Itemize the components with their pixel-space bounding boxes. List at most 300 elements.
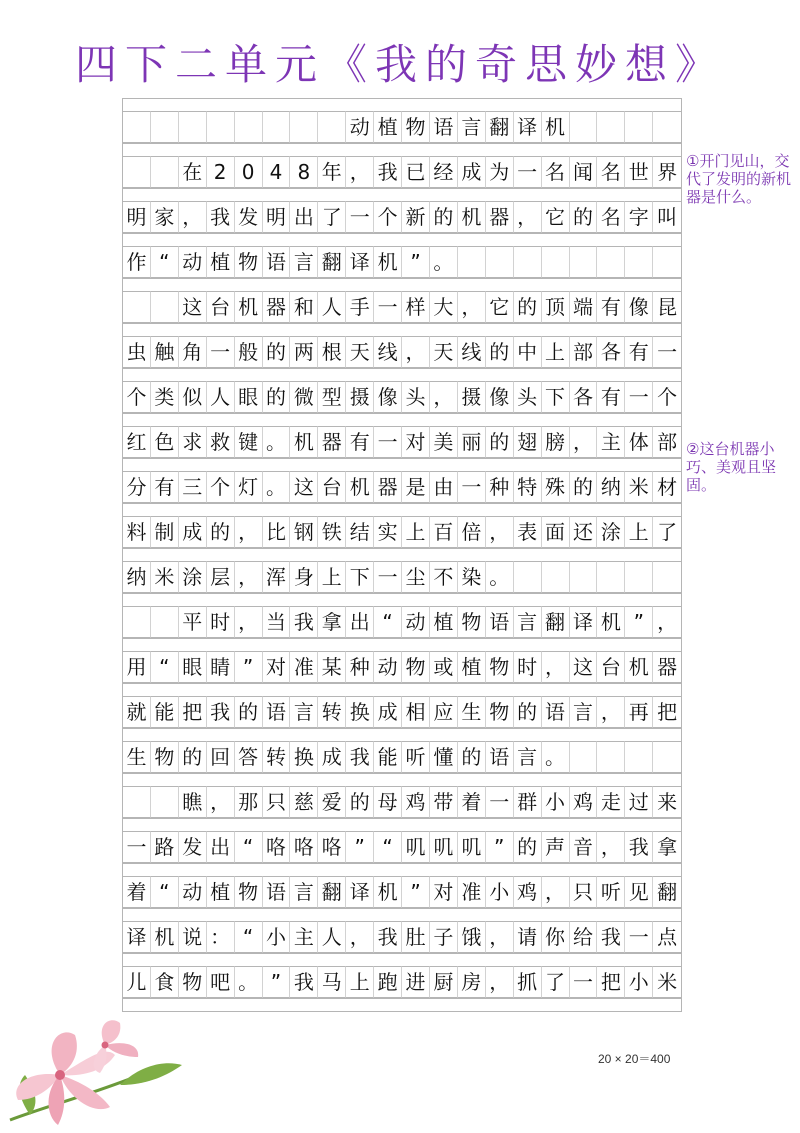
grid-cell: 过 <box>625 786 653 818</box>
grid-cell: ” <box>402 876 430 908</box>
grid-cell: ， <box>542 876 570 908</box>
grid-row <box>123 381 681 413</box>
grid-cell: 把 <box>597 966 625 998</box>
grid-cell: 懂 <box>430 741 458 773</box>
grid-cell: 叫 <box>653 201 681 233</box>
grid-cell: 平 <box>179 606 207 638</box>
grid-cell: 抓 <box>514 966 542 998</box>
grid-cell: 时 <box>207 606 235 638</box>
grid-cell: ， <box>235 516 263 548</box>
grid-cell: 涂 <box>179 561 207 593</box>
grid-cell: 物 <box>458 606 486 638</box>
grid-cell: 对 <box>402 426 430 458</box>
grid-cell: 机 <box>542 111 570 143</box>
grid-cell: ” <box>235 651 263 683</box>
grid-cell: 米 <box>625 471 653 503</box>
grid-cell: 翻 <box>486 111 514 143</box>
grid-cell: 上 <box>318 561 346 593</box>
grid-cell <box>597 561 625 593</box>
grid-cell: 线 <box>374 336 402 368</box>
grid-cell: 翻 <box>542 606 570 638</box>
grid-cell: 界 <box>653 156 681 188</box>
grid-cell: 语 <box>430 111 458 143</box>
grid-cell: 拿 <box>653 831 681 863</box>
grid-cell: 在 <box>179 156 207 188</box>
grid-cell: ， <box>346 156 374 188</box>
grid-cell: 眼 <box>235 381 263 413</box>
grid-row <box>123 201 681 233</box>
grid-cell: 对 <box>263 651 291 683</box>
grid-cell: 或 <box>430 651 458 683</box>
grid-cell: 音 <box>570 831 598 863</box>
grid-cell: 当 <box>263 606 291 638</box>
grid-cell: 物 <box>486 696 514 728</box>
grid-cell: 机 <box>290 426 318 458</box>
grid-cell: 动 <box>402 606 430 638</box>
grid-cell: 进 <box>402 966 430 998</box>
grid-cell: 发 <box>235 201 263 233</box>
grid-cell: 上 <box>542 336 570 368</box>
grid-cell: 一 <box>374 426 402 458</box>
grid-cell <box>486 246 514 278</box>
grid-cell: 膀 <box>542 426 570 458</box>
grid-cell: 有 <box>346 426 374 458</box>
grid-cell: 材 <box>653 471 681 503</box>
grid-cell: 译 <box>123 921 151 953</box>
grid-row <box>123 156 681 188</box>
grid-cell: 翻 <box>318 876 346 908</box>
grid-cell <box>570 111 598 143</box>
grid-cell: 台 <box>597 651 625 683</box>
grid-cell: ， <box>179 201 207 233</box>
grid-cell: 我 <box>374 921 402 953</box>
grid-cell: 儿 <box>123 966 151 998</box>
grid-cell: 。 <box>263 471 291 503</box>
grid-cell: 请 <box>514 921 542 953</box>
grid-cell: ， <box>346 921 374 953</box>
grid-cell: 美 <box>430 426 458 458</box>
grid-cell: 的 <box>514 291 542 323</box>
grid-cell: ， <box>597 696 625 728</box>
grid-cell: “ <box>374 831 402 863</box>
grid-cell: 名 <box>542 156 570 188</box>
grid-cell: 。 <box>263 426 291 458</box>
grid-cell: 钢 <box>290 516 318 548</box>
grid-row <box>123 786 681 818</box>
grid-cell: 换 <box>346 696 374 728</box>
grid-cell: 摄 <box>458 381 486 413</box>
grid-cell: 食 <box>151 966 179 998</box>
grid-cell: 译 <box>514 111 542 143</box>
grid-cell: 两 <box>290 336 318 368</box>
grid-row <box>123 831 681 863</box>
grid-row <box>123 246 681 278</box>
grid-cell: 8 <box>290 156 318 188</box>
grid-cell: 。 <box>486 561 514 593</box>
grid-cell: 声 <box>542 831 570 863</box>
grid-cell: 一 <box>374 561 402 593</box>
page-title: 四下二单元《我的奇思妙想》 <box>74 40 725 89</box>
grid-cell: 面 <box>542 516 570 548</box>
grid-cell: 说 <box>179 921 207 953</box>
grid-cell: ， <box>542 651 570 683</box>
grid-cell: ， <box>570 426 598 458</box>
grid-cell: 微 <box>290 381 318 413</box>
margin-note-2: ②这台机器小巧、美观且坚固。 <box>686 440 777 494</box>
grid-cell: 一 <box>570 966 598 998</box>
grid-cell: 慈 <box>290 786 318 818</box>
grid-cell <box>151 111 179 143</box>
grid-row <box>123 921 681 953</box>
grid-cell: 人 <box>318 921 346 953</box>
grid-cell: 给 <box>570 921 598 953</box>
grid-cell: 出 <box>290 201 318 233</box>
grid-cell: 物 <box>179 966 207 998</box>
grid-cell: 机 <box>625 651 653 683</box>
grid-cell <box>653 246 681 278</box>
grid-cell: 某 <box>318 651 346 683</box>
grid-cell: 言 <box>290 246 318 278</box>
grid-cell: 部 <box>653 426 681 458</box>
grid-cell: 求 <box>179 426 207 458</box>
row-gap <box>123 188 681 201</box>
grid-cell <box>151 291 179 323</box>
grid-cell: 语 <box>542 696 570 728</box>
grid-cell <box>597 111 625 143</box>
grid-cell: 答 <box>235 741 263 773</box>
grid-cell: 的 <box>346 786 374 818</box>
row-gap <box>123 773 681 786</box>
grid-cell <box>207 111 235 143</box>
grid-cell: 瞧 <box>179 786 207 818</box>
grid-cell: 有 <box>597 291 625 323</box>
grid-cell: 部 <box>570 336 598 368</box>
grid-cell: 物 <box>402 111 430 143</box>
grid-cell: 动 <box>179 246 207 278</box>
grid-cell: 一 <box>625 381 653 413</box>
grid-cell: 动 <box>179 876 207 908</box>
grid-cell: 尘 <box>402 561 430 593</box>
grid-cell: 。 <box>235 966 263 998</box>
grid-cell: 浑 <box>263 561 291 593</box>
grid-cell: 机 <box>374 246 402 278</box>
row-gap <box>123 458 681 471</box>
grid-cell: 一 <box>625 921 653 953</box>
grid-cell <box>235 111 263 143</box>
grid-cell: 出 <box>346 606 374 638</box>
grid-row <box>123 651 681 683</box>
row-gap <box>123 503 681 516</box>
grid-cell: 字 <box>625 201 653 233</box>
grid-cell: 大 <box>430 291 458 323</box>
grid-cell: 那 <box>235 786 263 818</box>
grid-cell: 头 <box>514 381 542 413</box>
grid-cell: 房 <box>458 966 486 998</box>
grid-cell: 殊 <box>542 471 570 503</box>
grid-cell: 植 <box>207 876 235 908</box>
grid-cell: 转 <box>318 696 346 728</box>
grid-cell: ， <box>653 606 681 638</box>
row-gap <box>123 143 681 156</box>
grid-cell: 人 <box>207 381 235 413</box>
row-gap <box>123 953 681 966</box>
grid-cell: 咯 <box>290 831 318 863</box>
grid-cell: 三 <box>179 471 207 503</box>
grid-cell: 灯 <box>235 471 263 503</box>
grid-cell <box>263 111 291 143</box>
grid-cell: 转 <box>263 741 291 773</box>
grid-cell: 层 <box>207 561 235 593</box>
grid-cell: 的 <box>235 696 263 728</box>
grid-cell: 再 <box>625 696 653 728</box>
grid-cell: 马 <box>318 966 346 998</box>
grid-cell: 言 <box>290 876 318 908</box>
grid-cell: 昆 <box>653 291 681 323</box>
grid-cell: 有 <box>597 381 625 413</box>
grid-cell: 为 <box>486 156 514 188</box>
grid-cell: 2 <box>207 156 235 188</box>
grid-cell: “ <box>374 606 402 638</box>
grid-row <box>123 741 681 773</box>
grid-cell: 发 <box>179 831 207 863</box>
grid-cell: 色 <box>151 426 179 458</box>
grid-cell: 还 <box>570 516 598 548</box>
grid-cell: ： <box>207 921 235 953</box>
grid-cell: 听 <box>597 876 625 908</box>
grid-cell: ， <box>458 291 486 323</box>
grid-cell: ， <box>597 831 625 863</box>
grid-row <box>123 966 681 998</box>
grid-cell: 铁 <box>318 516 346 548</box>
row-gap <box>123 683 681 696</box>
row-gap <box>123 368 681 381</box>
grid-cell: 手 <box>346 291 374 323</box>
grid-cell: 人 <box>318 291 346 323</box>
grid-row <box>123 471 681 503</box>
grid-cell: 着 <box>123 876 151 908</box>
grid-cell: 纳 <box>597 471 625 503</box>
grid-cell: 的 <box>263 336 291 368</box>
grid-cell: 植 <box>374 111 402 143</box>
grid-row <box>123 606 681 638</box>
grid-count: 20 × 20＝400 <box>598 1052 671 1066</box>
grid-cell: 了 <box>318 201 346 233</box>
grid-cell: 的 <box>514 831 542 863</box>
grid-cell: 机 <box>346 471 374 503</box>
grid-cell: 只 <box>570 876 598 908</box>
grid-cell <box>597 246 625 278</box>
grid-cell: 准 <box>290 651 318 683</box>
grid-cell <box>151 606 179 638</box>
grid-cell: 家 <box>151 201 179 233</box>
row-gap <box>123 728 681 741</box>
grid-cell: 百 <box>430 516 458 548</box>
row-gap <box>123 863 681 876</box>
grid-cell: 各 <box>597 336 625 368</box>
grid-cell: 中 <box>514 336 542 368</box>
grid-row <box>123 111 681 143</box>
grid-cell <box>123 111 151 143</box>
grid-cell: 各 <box>570 381 598 413</box>
grid-cell: 成 <box>374 696 402 728</box>
grid-cell: 小 <box>625 966 653 998</box>
grid-cell: 的 <box>514 696 542 728</box>
grid-cell: 是 <box>402 471 430 503</box>
grid-cell <box>653 561 681 593</box>
grid-cell: 头 <box>402 381 430 413</box>
grid-cell: 听 <box>402 741 430 773</box>
grid-cell: 译 <box>346 876 374 908</box>
grid-cell <box>458 246 486 278</box>
grid-cell: 实 <box>374 516 402 548</box>
grid-cell: 言 <box>290 696 318 728</box>
margin-note-1: ①开门见山，交代了发明的新机器是什么。 <box>686 152 792 206</box>
grid-cell: 机 <box>374 876 402 908</box>
grid-cell: 机 <box>151 921 179 953</box>
grid-cell: 一 <box>346 201 374 233</box>
grid-cell <box>514 246 542 278</box>
grid-cell <box>290 111 318 143</box>
grid-cell: 鸡 <box>402 786 430 818</box>
grid-cell: 的 <box>570 471 598 503</box>
grid-cell: 母 <box>374 786 402 818</box>
grid-cell: 植 <box>458 651 486 683</box>
grid-cell: 个 <box>653 381 681 413</box>
grid-cell <box>123 786 151 818</box>
grid-cell: 着 <box>458 786 486 818</box>
grid-row <box>123 516 681 548</box>
grid-cell: 小 <box>542 786 570 818</box>
grid-cell: 的 <box>179 741 207 773</box>
grid-cell: ， <box>207 786 235 818</box>
grid-cell <box>151 156 179 188</box>
grid-cell: 准 <box>458 876 486 908</box>
grid-cell: 咯 <box>263 831 291 863</box>
grid-cell: 群 <box>514 786 542 818</box>
grid-cell: ” <box>346 831 374 863</box>
grid-cell: 上 <box>625 516 653 548</box>
grid-cell: 带 <box>430 786 458 818</box>
grid-cell: 主 <box>597 426 625 458</box>
grid-cell: 出 <box>207 831 235 863</box>
grid-cell: 就 <box>123 696 151 728</box>
grid-cell: 种 <box>486 471 514 503</box>
grid-cell: 语 <box>263 696 291 728</box>
grid-cell: 应 <box>430 696 458 728</box>
grid-cell: 。 <box>430 246 458 278</box>
grid-cell: 新 <box>402 201 430 233</box>
grid-cell: 路 <box>151 831 179 863</box>
grid-cell: 世 <box>625 156 653 188</box>
grid-cell: 生 <box>123 741 151 773</box>
grid-cell: 机 <box>458 201 486 233</box>
grid-cell: 已 <box>402 156 430 188</box>
grid-cell <box>653 741 681 773</box>
grid-row <box>123 336 681 368</box>
grid-cell: 0 <box>235 156 263 188</box>
row-gap <box>123 818 681 831</box>
grid-cell: 厨 <box>430 966 458 998</box>
row-gap <box>123 593 681 606</box>
grid-cell: 回 <box>207 741 235 773</box>
grid-cell <box>653 111 681 143</box>
grid-cell: 倍 <box>458 516 486 548</box>
grid-cell: 语 <box>486 606 514 638</box>
grid-cell: 翻 <box>318 246 346 278</box>
grid-cell: 译 <box>570 606 598 638</box>
grid-cell <box>151 786 179 818</box>
grid-cell: ， <box>514 201 542 233</box>
grid-cell: 成 <box>179 516 207 548</box>
grid-cell: 一 <box>514 156 542 188</box>
grid-cell: 把 <box>653 696 681 728</box>
grid-cell: 了 <box>542 966 570 998</box>
grid-cell: 器 <box>486 201 514 233</box>
grid-cell: 丽 <box>458 426 486 458</box>
grid-cell: 成 <box>318 741 346 773</box>
grid-cell: 把 <box>179 696 207 728</box>
grid-cell: 我 <box>346 741 374 773</box>
grid-cell: 小 <box>263 921 291 953</box>
grid-cell: 不 <box>430 561 458 593</box>
grid-cell: 睛 <box>207 651 235 683</box>
grid-cell: 台 <box>318 471 346 503</box>
row-gap <box>123 278 681 291</box>
grid-cell: 眼 <box>179 651 207 683</box>
grid-cell: 语 <box>263 246 291 278</box>
row-gap <box>123 413 681 426</box>
grid-cell: 它 <box>486 291 514 323</box>
grid-cell: 的 <box>207 516 235 548</box>
grid-cell: 特 <box>514 471 542 503</box>
grid-cell: 救 <box>207 426 235 458</box>
grid-cell: 言 <box>570 696 598 728</box>
grid-cell: 制 <box>151 516 179 548</box>
grid-cell: ， <box>402 336 430 368</box>
grid-cell: 和 <box>290 291 318 323</box>
grid-cell <box>123 606 151 638</box>
grid-cell: 换 <box>290 741 318 773</box>
grid-cell <box>625 741 653 773</box>
grid-cell: 它 <box>542 201 570 233</box>
grid-cell: ， <box>235 606 263 638</box>
grid-cell: 一 <box>374 291 402 323</box>
grid-cell <box>542 561 570 593</box>
grid-cell: 由 <box>430 471 458 503</box>
grid-cell: 我 <box>625 831 653 863</box>
grid-cell: 米 <box>653 966 681 998</box>
grid-cell: 能 <box>151 696 179 728</box>
grid-cell: 这 <box>570 651 598 683</box>
grid-cell: 饿 <box>458 921 486 953</box>
grid-cell: 相 <box>402 696 430 728</box>
grid-cell: 类 <box>151 381 179 413</box>
grid-cell: 角 <box>179 336 207 368</box>
grid-cell: 爱 <box>318 786 346 818</box>
grid-cell: 动 <box>346 111 374 143</box>
grid-cell: ， <box>486 966 514 998</box>
grid-row <box>123 291 681 323</box>
grid-cell <box>625 246 653 278</box>
grid-cell: 料 <box>123 516 151 548</box>
grid-cell: 用 <box>123 651 151 683</box>
grid-cell: ” <box>486 831 514 863</box>
grid-cell: 你 <box>542 921 570 953</box>
grid-cell <box>570 246 598 278</box>
grid-cell: 器 <box>318 426 346 458</box>
grid-cell <box>318 111 346 143</box>
grid-cell <box>514 561 542 593</box>
